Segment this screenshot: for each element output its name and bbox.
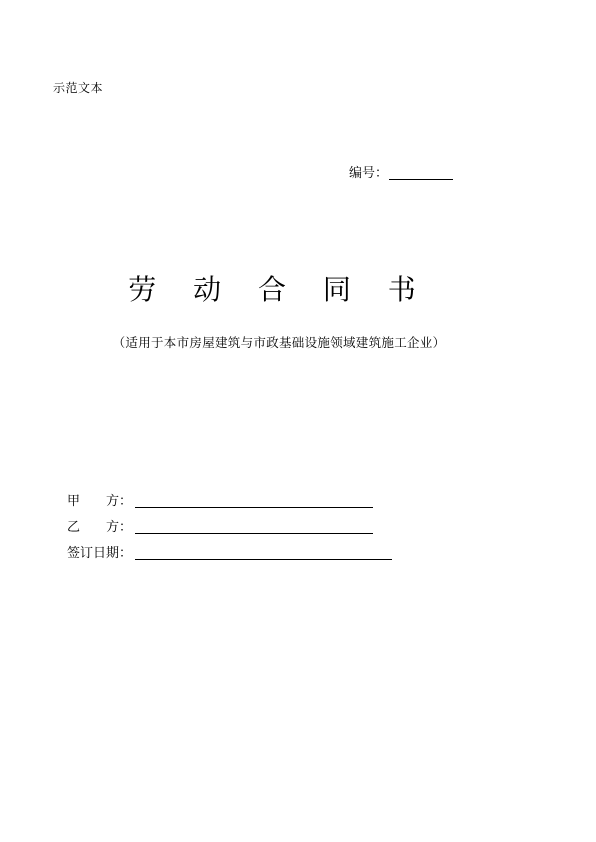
party-b-row [67,518,392,536]
contract-number-row [349,164,453,182]
party-b-label: 乙 方： [67,520,133,535]
party-a-blank[interactable] [135,507,373,508]
contract-number-blank[interactable] [389,179,453,180]
document-subtitle: （适用于本市房屋建筑与市政基础设施领域建筑施工企业） [112,335,446,350]
party-b-blank[interactable] [135,533,373,534]
sign-date-blank[interactable] [135,559,392,560]
party-fields [67,492,392,570]
sample-text-label: 示范文本 [53,81,104,95]
party-a-label: 甲 方： [67,494,133,509]
sign-date-row [67,544,392,562]
document-title: 劳 动 合 同 书 [128,273,430,306]
party-a-row [67,492,392,510]
sign-date-label: 签订日期： [67,546,133,561]
contract-number-label: 编号： [349,166,389,181]
